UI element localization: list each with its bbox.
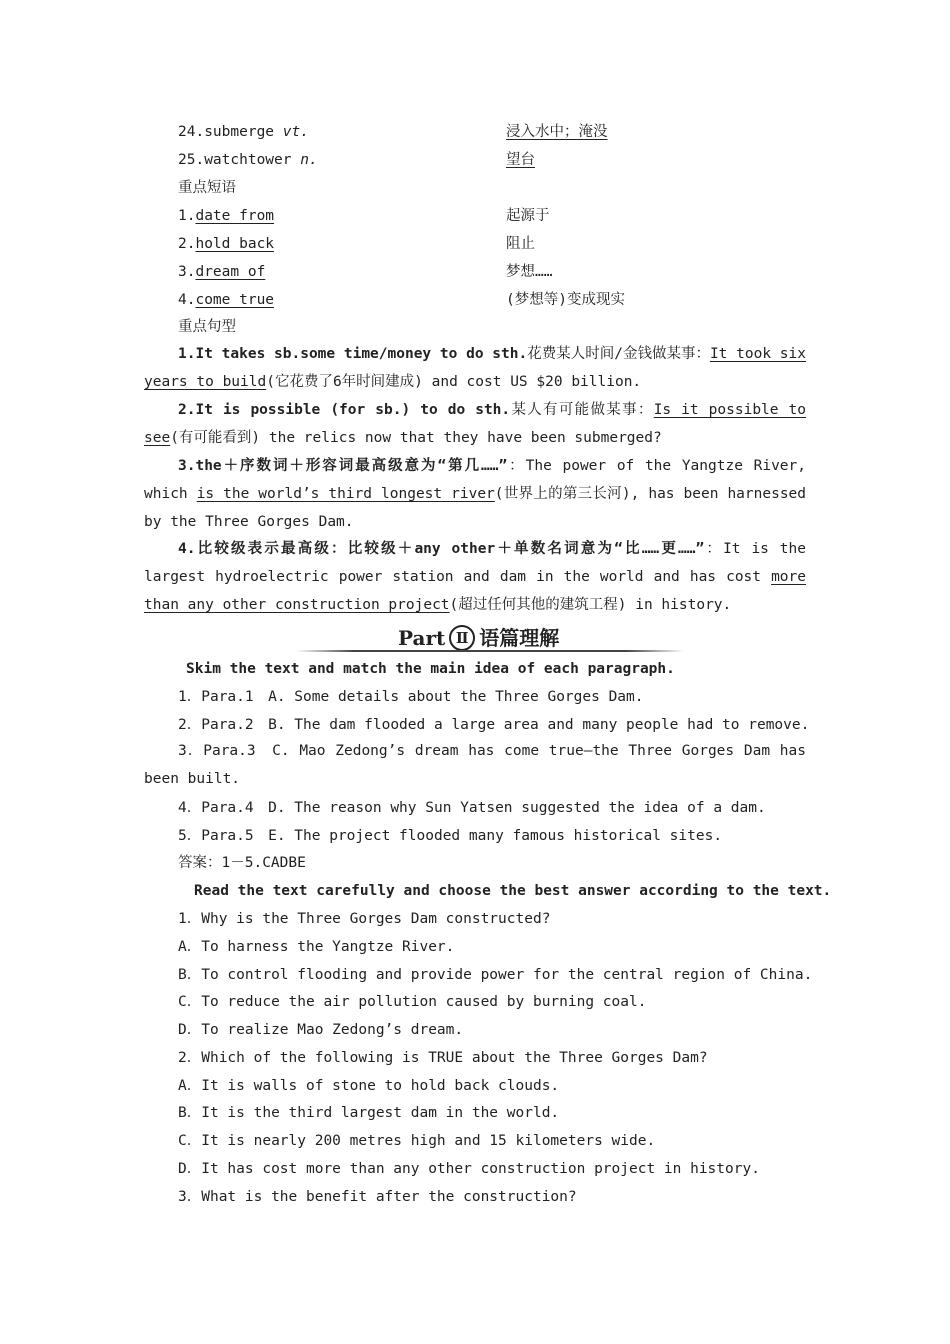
skim-item-1: 1．Para.1 A. Some details about the Three Gorges Dam. (178, 689, 644, 705)
vocab-meaning-25: 望台 (506, 152, 535, 168)
question-2-option-a: A．It is walls of stone to hold back clouds. (178, 1078, 560, 1094)
phrases-heading: 重点短语 (178, 180, 236, 196)
phrase-3-meaning: 梦想…… (506, 264, 553, 280)
roman-numeral-badge: Ⅱ (449, 625, 475, 651)
skim-item-2: 2．Para.2 B. The dam flooded a large area and many people had to remove. (178, 717, 810, 733)
phrase-1-meaning: 起源于 (506, 208, 550, 224)
phrase-2-meaning: 阻止 (506, 236, 535, 252)
sentence-pattern-1: 1.It takes sb.some time/money to do sth.花费某人时间/金钱做某事：It took six years to build(它花费了6年时间建成) and cost US $20 billion. (144, 346, 806, 390)
question-1: 1．Why is the Three Gorges Dam constructed? (178, 911, 551, 927)
question-1-option-b: B．To control flooding and provide power for the central region of China. (178, 967, 813, 983)
skim-instruction: Skim the text and match the main idea of each paragraph. (186, 661, 675, 677)
question-2-option-d: D．It has cost more than any other construction project in history. (178, 1161, 760, 1177)
vocab-word-25: 25.watchtower n. (178, 152, 318, 168)
question-2: 2．Which of the following is TRUE about the Three Gorges Dam? (178, 1050, 708, 1066)
question-1-option-d: D．To realize Mao Zedong’s dream. (178, 1022, 464, 1038)
question-2-option-c: C．It is nearly 200 metres high and 15 kilometers wide. (178, 1133, 656, 1149)
skim-item-4: 4．Para.4 D. The reason why Sun Yatsen suggested the idea of a dam. (178, 800, 766, 816)
skim-item-3: 3．Para.3 C. Mao Zedong’s dream has come true—the Three Gorges Dam has been built. (144, 743, 806, 787)
phrase-4-meaning: (梦想等)变成现实 (506, 292, 625, 308)
phrase-4: 4.come true (178, 292, 275, 308)
phrase-3: 3.dream of (178, 264, 266, 280)
part-label: Part (398, 626, 446, 650)
sentence-pattern-2: 2.It is possible (for sb.) to do sth.某人有可能做某事：Is it possible to see(有可能看到) the relics now that they have been submerged? (144, 402, 807, 446)
phrase-1: 1.date from (178, 208, 275, 224)
heading-rule (296, 650, 684, 652)
vocab-word-24: 24.submerge vt. (178, 124, 309, 140)
question-2-option-b: B．It is the third largest dam in the world. (178, 1105, 560, 1121)
phrase-2: 2.hold back (178, 236, 275, 252)
sentence-pattern-3: 3.the＋序数词＋形容词最高级意为“第几……”：The power of the Yangtze River, which is the world’s third longest river(世界上的第三长河), has been harnessed by the Three Gorges Dam. (144, 458, 807, 530)
sentence-pattern-4: 4.比较级表示最高级：比较级＋any other＋单数名词意为“比……更……”：It is the largest hydroelectric power station and dam in the world and has cost more than any other construction project(超过任何其他的建筑工程) in history. (144, 541, 806, 613)
question-1-option-a: A．To harness the Yangtze River. (178, 939, 455, 955)
question-3: 3．What is the benefit after the construction? (178, 1189, 577, 1205)
read-instruction: Read the text carefully and choose the best answer according to the text. (194, 883, 832, 899)
part-heading (296, 620, 684, 654)
question-1-option-c: C．To reduce the air pollution caused by burning coal. (178, 994, 647, 1010)
vocab-meaning-24: 浸入水中；淹没 (506, 124, 608, 140)
part-title: 语篇理解 (479, 626, 560, 650)
skim-answer: 答案：1－5.CADBE (178, 855, 306, 871)
skim-item-5: 5．Para.5 E. The project flooded many famous historical sites. (178, 828, 723, 844)
sentences-heading: 重点句型 (178, 319, 236, 335)
